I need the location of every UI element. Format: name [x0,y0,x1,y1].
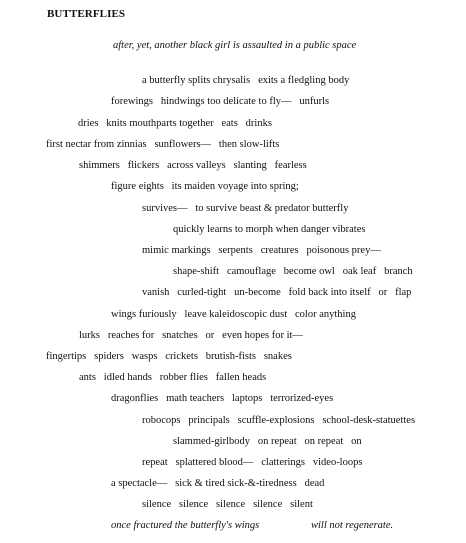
poem-line: lurks reaches for snatches or even hopes for it— [79,330,303,341]
poem-line: silence silence silence silence silent [142,499,313,510]
poem-line: survives— to survive beast & predator butterfly [142,203,349,214]
poem-line: forewings hindwings too delicate to fly— unfurls [111,96,330,107]
poem-line: vanish curled-tight un-become fold back into itself or flap [142,287,412,298]
poem-line: repeat splattered blood— clatterings video-loops [142,457,363,468]
poem-line: dragonflies math teachers laptops terrorized-eyes [111,393,334,404]
poem-final-line-left: once fractured the butterfly's wings [111,520,260,531]
poem-line: dries knits mouthparts together eats drinks [78,118,272,129]
poem-line: shimmers flickers across valleys slanting fearless [79,160,307,171]
poem-line: mimic markings serpents creatures poisonous prey— [142,245,381,256]
poem-line: quickly learns to morph when danger vibrates [173,224,366,235]
poem-epigraph: after, yet, another black girl is assaulted in a public space [113,40,357,51]
poem-line: ants idled hands robber flies fallen heads [79,372,267,383]
poem-line: robocops principals scuffle-explosions school-desk-statuettes [142,415,416,426]
poem-line: a butterfly splits chrysalis exits a fledgling body [142,75,350,86]
poem-line: fingertips spiders wasps crickets brutish-fists snakes [46,351,292,362]
poem-line: a spectacle— sick & tired sick-&-tiredness dead [111,478,325,489]
poem-title: BUTTERFLIES [47,8,126,20]
poem-line: first nectar from zinnias sunflowers— then slow-lifts [46,139,280,150]
poem-line: slammed-girlbody on repeat on repeat on [173,436,362,447]
poem-line: shape-shift camouflage become owl oak leaf branch [173,266,413,277]
poem-line: wings furiously leave kaleidoscopic dust color anything [111,309,356,320]
poem-final-line-right: will not regenerate. [311,520,394,531]
poem-line: figure eights its maiden voyage into spring; [111,181,299,192]
